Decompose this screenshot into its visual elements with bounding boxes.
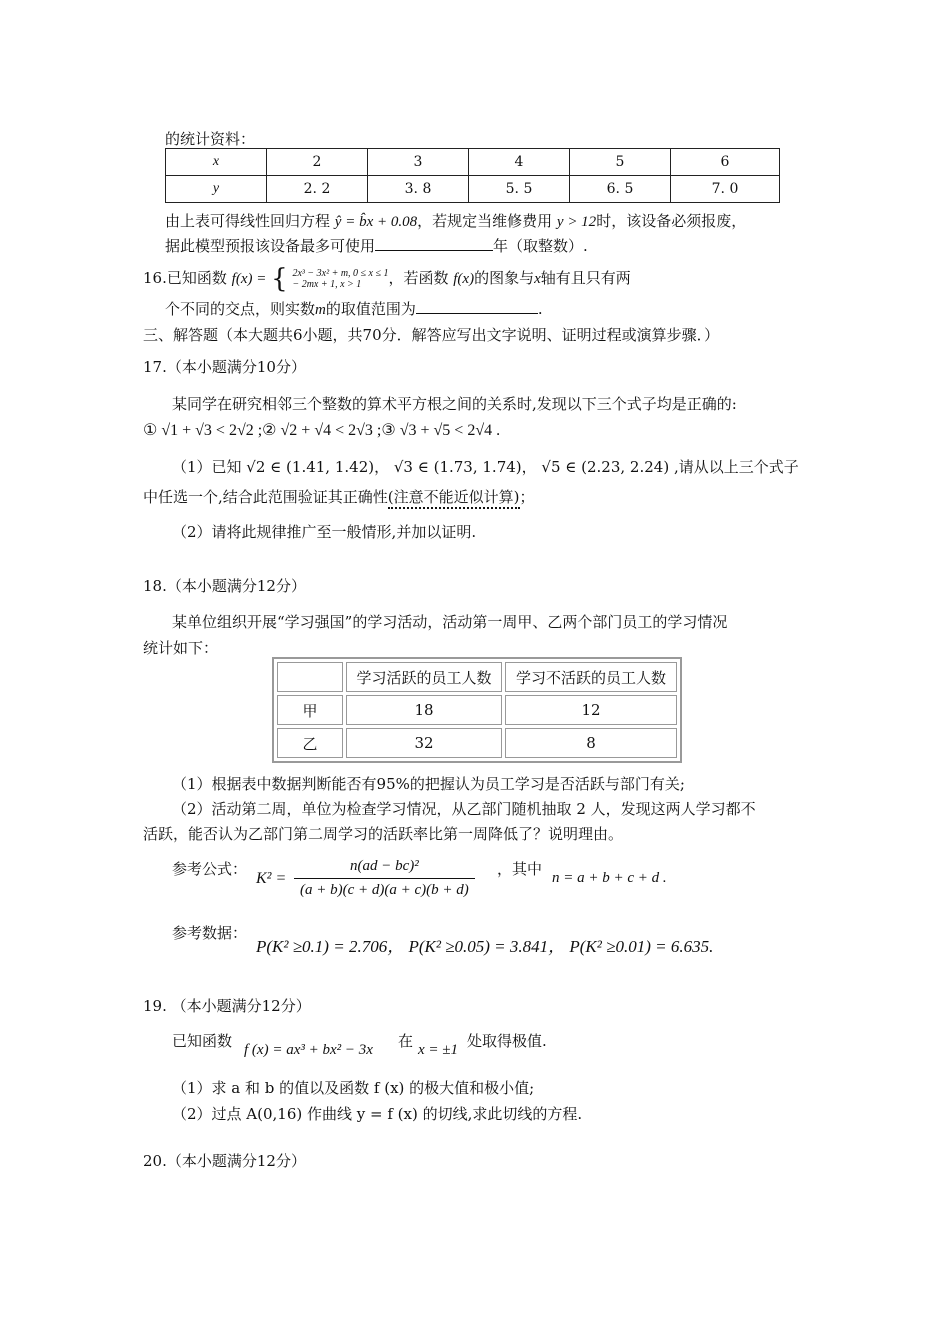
q17-header: 17.（本小题满分10分） [143,358,306,376]
table-cell: 4 [469,149,570,176]
q18-part2-line2: 活跃，能否认为乙部门第二周学习的活跃率比第一周降低了？说明理由。 [143,825,624,843]
table-cell: 5 [570,149,671,176]
table-row [277,695,677,725]
q18-header: 18.（本小题满分12分） [143,577,306,595]
table-header-cell [277,662,343,692]
q15-line2: 据此模型预报该设备最多可使用 年（取整数）. [165,237,588,255]
q19-x-values: x = ±1 [418,1042,459,1058]
reference-formula-label: 参考公式： [172,860,248,878]
table-cell: 甲 [277,695,343,725]
table-cell: 8 [505,728,677,758]
table-cell: 7. 0 [671,176,780,203]
formula-n: n = a + b + c + d . [552,870,667,886]
q19-part2: （2）过点 A(0,16) 作曲线 y = f (x) 的切线,求此切线的方程. [172,1105,583,1123]
q18-intro-line1: 某单位组织开展“学习强国”的学习活动，活动第一周甲、乙两个部门员工的学习情况 [172,613,728,631]
answer-blank[interactable] [416,313,538,314]
table-cell: y [166,176,267,203]
section-heading: 三、解答题（本大题共6小题，共70分．解答应写出文字说明、证明过程或演算步骤．） [143,326,720,344]
q19-intro-b: 在 [398,1032,414,1050]
table-row [166,176,780,203]
table-cell: 3 [368,149,469,176]
table-cell: 6 [671,149,780,176]
table-header-cell: 学习活跃的员工人数 [346,662,502,692]
reference-data-values: P(K² ≥0.1) = 2.706， P(K² ≥0.05) = 3.841， P(K² ≥0.01) = 6.635. [256,937,714,956]
table-cell: x [166,149,267,176]
q19-intro-a: 已知函数 [172,1032,233,1050]
table-cell: 2. 2 [267,176,368,203]
table-cell: 5. 5 [469,176,570,203]
q17-intro: 某同学在研究相邻三个整数的算术平方根之间的关系时,发现以下三个式子均是正确的: [172,395,737,413]
intro-line: 的统计资料： [165,130,256,148]
emphasis-note: (注意不能近似计算) [388,488,520,509]
table-row [166,149,780,176]
q19-header: 19. （本小题满分12分） [143,997,311,1015]
q17-part2: （2）请将此规律推广至一般情形,并加以证明. [172,523,477,541]
q17-part1-line1: （1）已知 √2 ∈ (1.41, 1.42)， √3 ∈ (1.73, 1.74)， √5 ∈ (2.23, 2.24) ,请从以上三个式子 [172,458,799,476]
function-name: f(x) = [231,271,267,287]
q18-part2-line1: （2）活动第二周，单位为检查学习情况，从乙部门随机抽取 2 人，发现这两人学习都不 [172,800,756,818]
reference-data-label: 参考数据： [172,924,248,942]
formula-lhs: K² = [256,870,287,887]
piecewise-definition: 2x³ − 3x² + m, 0 ≤ x ≤ 1 − 2mx + 1, x > 1 [292,268,389,290]
table-cell: 6. 5 [570,176,671,203]
table-cell: 乙 [277,728,343,758]
q16-line2: 个不同的交点，则实数m的取值范围为 . [165,300,543,318]
q19-function: f (x) = ax³ + bx² − 3x [244,1042,373,1058]
table-cell: 2 [267,149,368,176]
cost-condition: y > 12 [556,214,597,230]
q18-intro-line2: 统计如下： [143,639,219,657]
table-header-cell: 学习不活跃的员工人数 [505,662,677,692]
q18-part1: （1）根据表中数据判断能否有95%的把握认为员工学习是否活跃与部门有关; [172,775,685,793]
q17-part1-line2: 中任选一个,结合此范围验证其正确性(注意不能近似计算)； [143,486,535,507]
answer-blank[interactable] [375,250,493,251]
table-cell: 32 [346,728,502,758]
q19-intro-c: 处取得极值. [467,1032,547,1050]
formula-mid: ，其中 [497,860,543,878]
table-row [277,728,677,758]
regression-formula: ŷ = b̂x + 0.08 [334,214,418,230]
table-cell: 18 [346,695,502,725]
study-activity-table [272,657,682,763]
table-cell: 12 [505,695,677,725]
q16-line1: 16.已知函数 f(x) = { 2x³ − 3x² + m, 0 ≤ x ≤ 1 − 2mx + 1, x > 1 ，若函数 f(x)的图象与x轴有且只有两 [143,264,631,294]
brace-symbol: { [271,264,288,294]
q20-header: 20.（本小题满分12分） [143,1152,306,1170]
q17-formulas: ① √1 + √3 < 2√2 ;② √2 + √4 < 2√3 ;③ √3 + √5 < 2√4 . [143,422,501,439]
q19-part1: （1）求 a 和 b 的值以及函数 f (x) 的极大值和极小值; [172,1079,535,1097]
chi-square-formula [294,858,475,899]
table-cell: 3. 8 [368,176,469,203]
formula-numerator: n(ad − bc)² [294,858,475,879]
table-row [277,662,677,692]
xy-data-table [165,148,780,203]
q15-line1: 由上表可得线性回归方程 ŷ = b̂x + 0.08，若规定当维修费用 y > 12时，该设备必须报废， [165,212,747,230]
formula-denominator: (a + b)(c + d)(a + c)(b + d) [300,882,469,898]
